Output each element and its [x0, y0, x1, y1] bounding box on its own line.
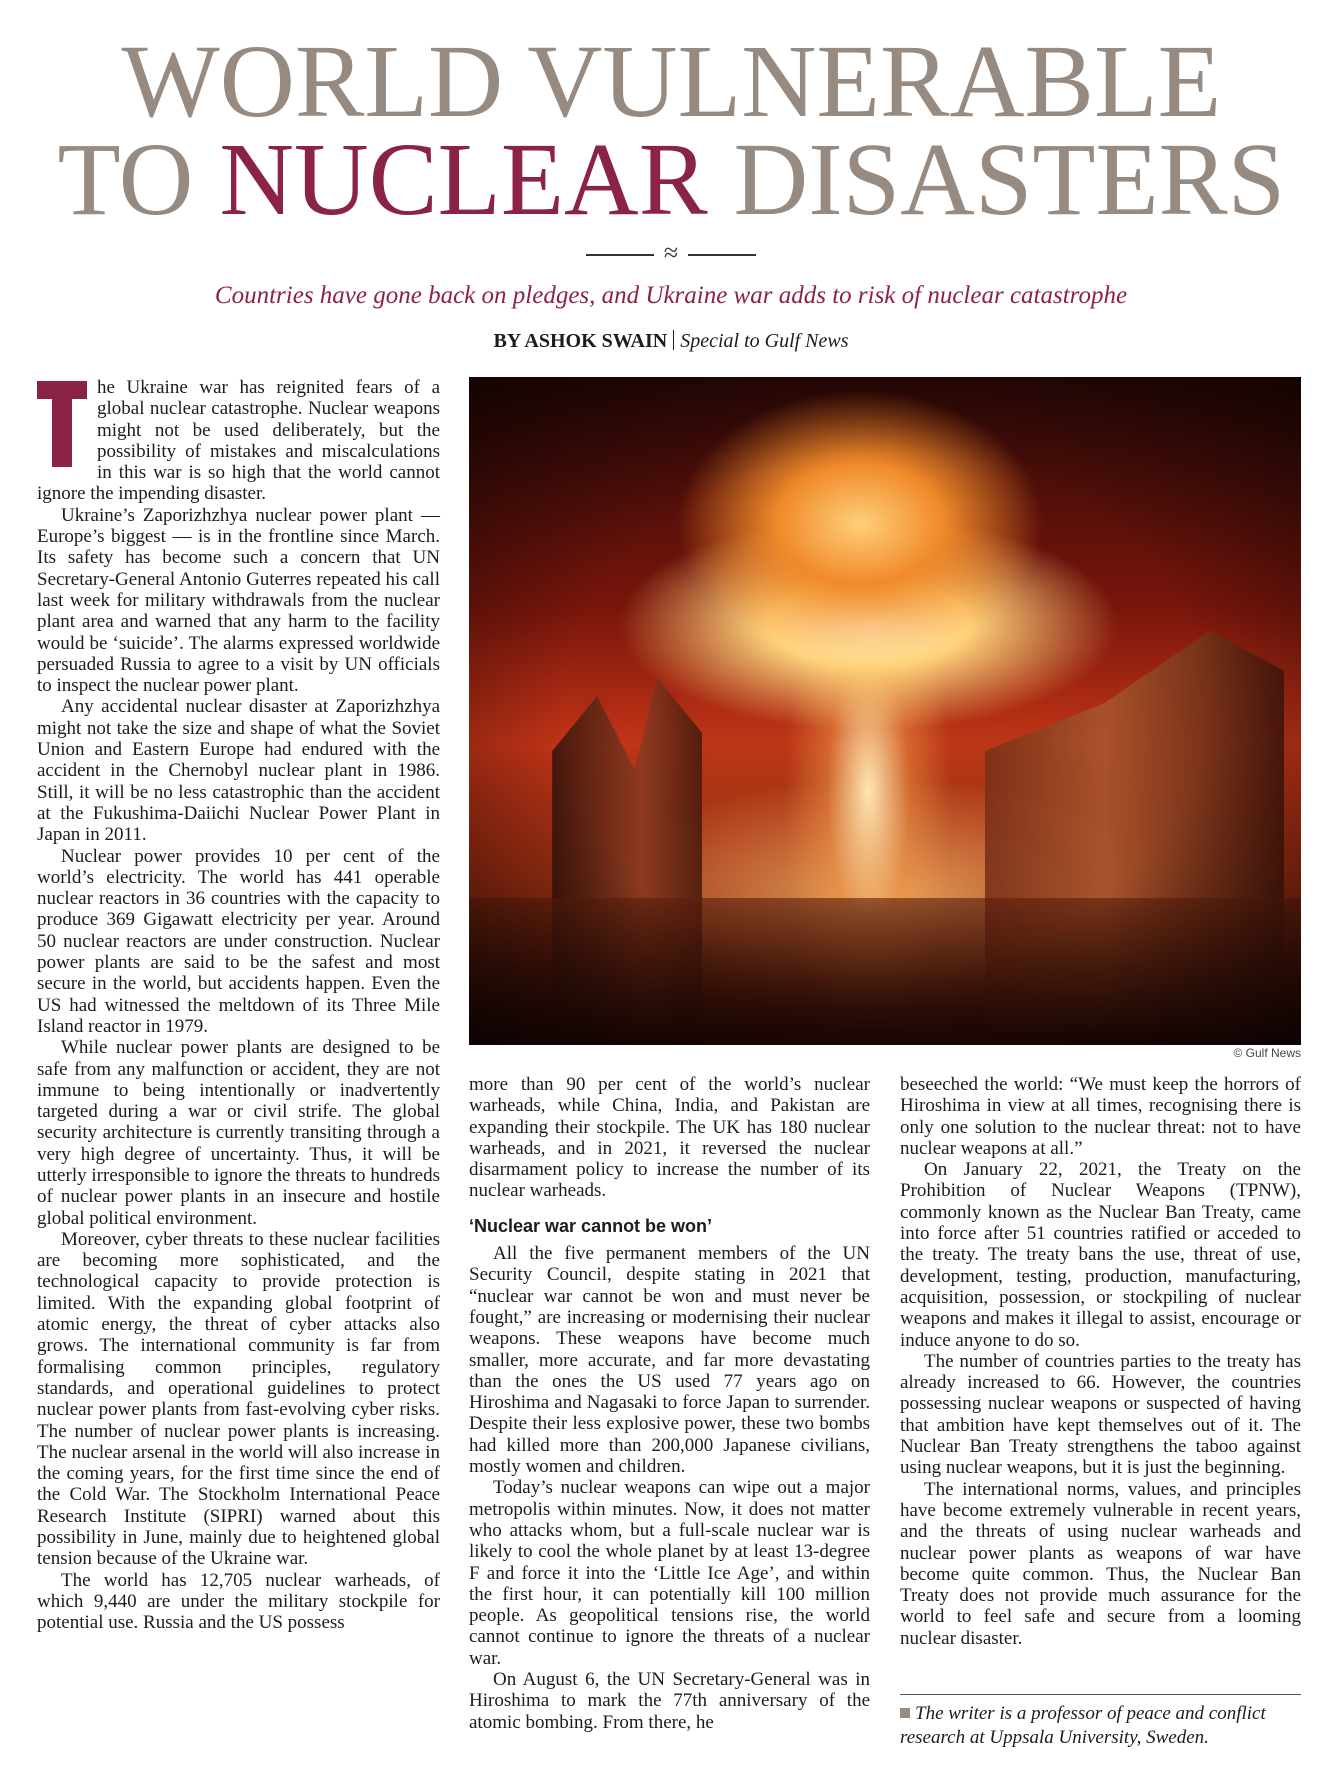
- article-column-middle: [469, 1074, 870, 1733]
- photo-vignette: [469, 377, 1301, 1045]
- wave-ornament-icon: ≈: [663, 238, 679, 267]
- lead-paragraph: [37, 377, 440, 505]
- author-note-text: The writer is a professor of peace and conflict research at Uppsala University, Sweden.: [900, 1703, 1266, 1748]
- headline-suffix: DISASTERS: [707, 122, 1285, 237]
- paragraph-text: he Ukraine war has reignited fears of a global nuclear catastrophe. Nuclear weapons might not be used deliberately, but the possibility of mistakes and miscalculations in this war is so high that the world cannot ignore the impending disaster.: [37, 377, 440, 505]
- drop-cap: [37, 381, 87, 467]
- photo-credit: © Gulf News: [1233, 1046, 1301, 1060]
- headline-text-2: [57, 122, 1285, 237]
- byline: [0, 330, 1342, 353]
- article-column-right: [900, 1074, 1301, 1649]
- author-note: [900, 1702, 1301, 1750]
- paragraph: The world has 12,705 nuclear warheads, of which 9,440 are under the military stockpile for potential use. Russia and the US possess: [37, 1569, 440, 1634]
- paragraph: Ukraine’s Zaporizhzhya nuclear power plant — Europe’s biggest — is in the frontline since March. Its safety has become such a concern that UN Secretary-General Antonio Guterres repeated his call last week for military withdrawals from the nuclear plant area and warned that any harm to the facility would be ‘suicide’. The alarms expressed worldwide persuaded Russia to agree to a visit by UN officials to inspect the nuclear power plant.: [37, 504, 440, 697]
- paragraph-continued: beseeched the world: “We must keep the horrors of Hiroshima in view at all times, recognising there is only one solution to the nuclear threat: not to have nuclear weapons at all.”: [900, 1074, 1301, 1159]
- paragraph: Moreover, cyber threats to these nuclear facilities are becoming more sophisticated, and the technological capacity to provide protection is limited. With the expanding global footprint of atomic energy, the threat of cyber attacks also grows. The international community is far from formalising common principles, regulatory standards, and operational guidelines to protect nuclear power plants from fast-evolving cyber risks. The number of nuclear power plants is increasing. The nuclear arsenal in the world will also increase in the coming years, for the first time since the end of the Cold War. The Stockholm International Peace Research Institute (SIPRI) warned about this possibility in June, mainly due to heightened global tension because of the Ukraine war.: [37, 1228, 440, 1570]
- square-bullet-icon: [900, 1708, 910, 1718]
- headline-prefix: TO: [57, 122, 219, 237]
- subhead: ‘Nuclear war cannot be won’: [469, 1215, 713, 1236]
- headline-text-1: WORLD VULNERABLE: [121, 24, 1221, 139]
- headline-line-2: [0, 122, 1342, 237]
- byline-divider: [673, 330, 674, 350]
- byline-affiliation: Special to Gulf News: [680, 330, 849, 352]
- paragraph: All the five permanent members of the UN Security Council, despite stating in 2021 that “nuclear war cannot be won and must never be fought,” are increasing or modernising their nuclear weapons. These weapons have become much smaller, more accurate, and far more devastating than the ones the US used 77 years ago on Hiroshima and Nagasaki to force Japan to surrender. Despite their less explosive power, these two bombs had killed more than 200,000 Japanese civilians, mostly women and children.: [469, 1243, 870, 1478]
- article-column-left: [37, 377, 440, 1634]
- author-note-divider: [900, 1694, 1301, 1695]
- headline-accent-word: NUCLEAR: [218, 122, 708, 237]
- deck-subtitle: Countries have gone back on pledges, and Ukraine war adds to risk of nuclear catastrophe: [214, 282, 1128, 309]
- paragraph: Today’s nuclear weapons can wipe out a major metropolis within minutes. Now, it does not matter who attacks whom, but a full-scale nuclear war is likely to cool the whole planet by at least 13-degree F and force it into the ‘Little Ice Age’, and within the first hour, it can potentially kill 100 million people. As geopolitical tensions rise, the world cannot continue to ignore the threats of a nuclear war.: [469, 1477, 870, 1669]
- paragraph: While nuclear power plants are designed to be safe from any malfunction or accident, they are not immune to being intentionally or inadvertently targeted during a war or civil strife. The global security architecture is currently transiting through a very high degree of uncertainty. Thus, it will be utterly irresponsible to ignore the threats to hundreds of nuclear power plants in an insecure and hostile global political environment.: [37, 1037, 440, 1229]
- mushroom-cloud-photo: [469, 377, 1301, 1045]
- headline-line-1: [0, 24, 1342, 139]
- byline-author: BY ASHOK SWAIN: [493, 330, 668, 352]
- ornament-rule-left: [586, 254, 654, 256]
- paragraph-continued: more than 90 per cent of the world’s nuclear warheads, while China, India, and Pakistan are expanding their stockpile. The UK has 180 nuclear warheads, and in 2021, it reversed the nuclear disarmament policy to increase the number of its nuclear warheads.: [469, 1074, 870, 1202]
- paragraph: Any accidental nuclear disaster at Zaporizhzhya might not take the size and shape of what the Soviet Union and Eastern Europe had endured with the accident in the Chernobyl nuclear plant in 1986. Still, it will be no less catastrophic than the accident at the Fukushima-Daiichi Nuclear Power Plant in Japan in 2011.: [37, 696, 440, 846]
- headline-ornament: [0, 238, 1342, 268]
- paragraph: Nuclear power provides 10 per cent of the world’s electricity. The world has 441 operable nuclear reactors in 36 countries with the capacity to produce 369 Gigawatt electricity per year. Around 50 nuclear reactors are under construction. Nuclear power plants are said to be the safest and most secure in the world, but accidents happen. Even the US had witnessed the meltdown of its Three Mile Island reactor in 1979.: [37, 845, 440, 1037]
- paragraph: The international norms, values, and principles have become extremely vulnerable in recent years, and the threats of using nuclear warheads and nuclear power plants as weapons of war have become quite common. Thus, the Nuclear Ban Treaty does not provide much assurance for the world to feel safe and secure from a looming nuclear disaster.: [900, 1478, 1301, 1649]
- paragraph: On January 22, 2021, the Treaty on the Prohibition of Nuclear Weapons (TPNW), commonly known as the Nuclear Ban Treaty, came into force after 51 countries ratified or acceded to the treaty. The treaty bans the use, threat of use, development, testing, production, manufacturing, acquisition, possession, or stockpiling of nuclear weapons and makes it illegal to assist, encourage or induce anyone to do so.: [900, 1159, 1301, 1351]
- ornament-rule-right: [688, 254, 756, 256]
- paragraph: On August 6, the UN Secretary-General was in Hiroshima to mark the 77th anniversary of the atomic bombing. From there, he: [469, 1669, 870, 1733]
- paragraph: The number of countries parties to the treaty has already increased to 66. However, the countries possessing nuclear weapons or suspected of having that ambition have kept themselves out of it. The Nuclear Ban Treaty strengthens the taboo against using nuclear weapons, but it is just the beginning.: [900, 1350, 1301, 1479]
